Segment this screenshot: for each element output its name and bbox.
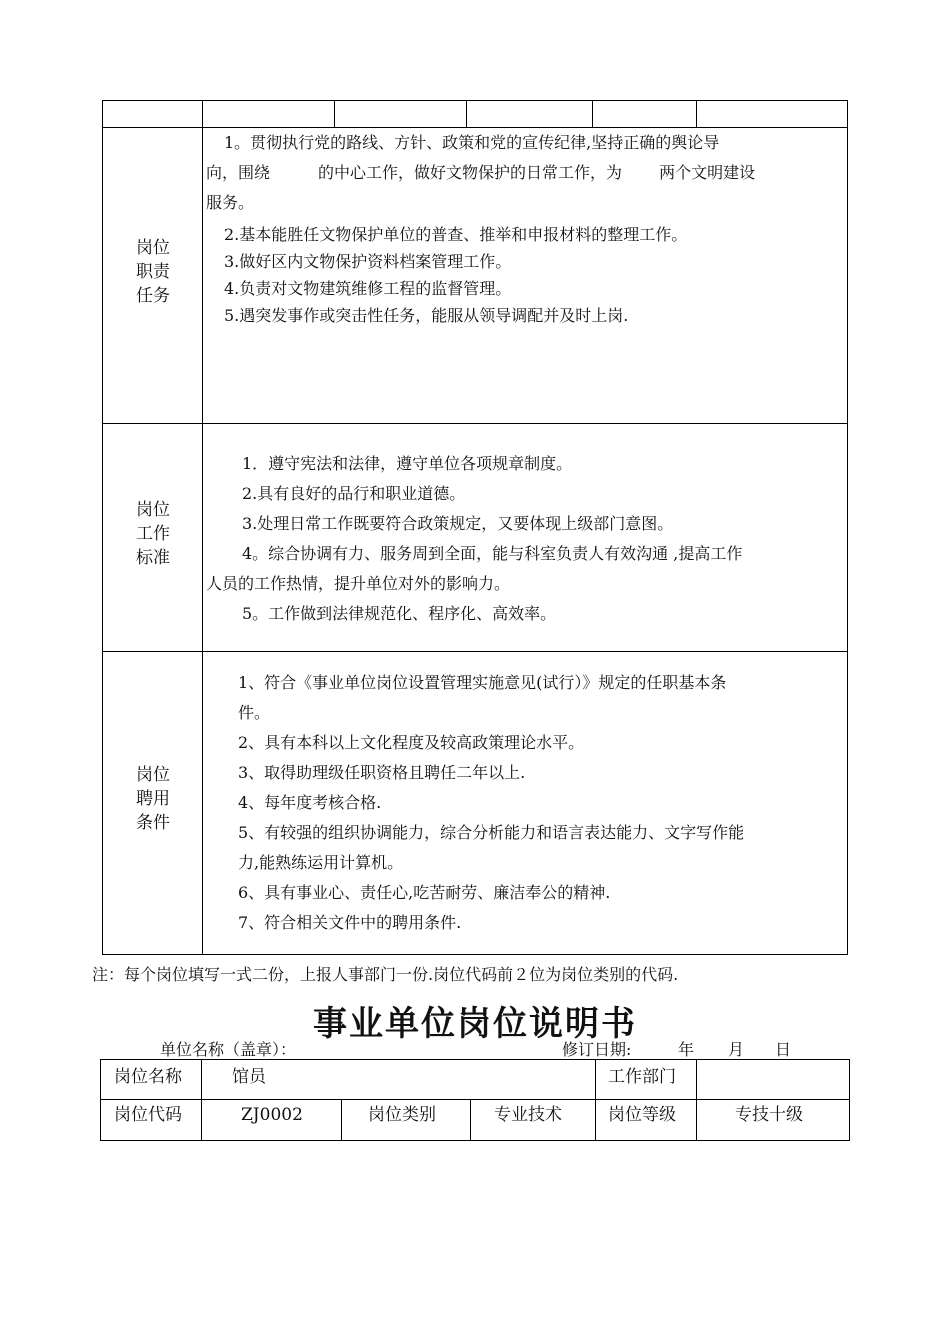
top-row-cell-6	[696, 100, 848, 128]
duty-item: 4.负责对文物建筑维修工程的监督管理。	[224, 279, 512, 298]
standard-text	[206, 449, 846, 629]
top-row-cell-2	[202, 100, 335, 128]
conditions-item: 6、具有事业心、责任心,吃苦耐劳、廉洁奉公的精神.	[238, 883, 611, 902]
conditions-label: 岗位 聘用 条件	[136, 765, 170, 833]
revise-date-label: 修订日期:	[562, 1040, 632, 1059]
standard-item: 1．遵守宪法和法律，遵守单位各项规章制度。	[242, 454, 573, 473]
standard-item: 2.具有良好的品行和职业道德。	[242, 484, 466, 503]
conditions-text	[238, 668, 848, 938]
category-value: 专业技术	[494, 1105, 562, 1125]
footnote: 注：每个岗位填写一式二份，上报人事部门一份.岗位代码前２位为岗位类别的代码.	[92, 965, 679, 984]
duty-item: 2.基本能胜任文物保护单位的普查、推举和申报材料的整理工作。	[224, 225, 688, 244]
post-code-label: 岗位代码	[114, 1105, 182, 1125]
duty-item: 1。贯彻执行党的路线、方针、政策和党的宣传纪律,坚持正确的舆论导	[224, 133, 720, 152]
category-label: 岗位类别	[368, 1105, 436, 1125]
unit-name-label: 单位名称（盖章）：	[160, 1040, 297, 1059]
conditions-item: 5、有较强的组织协调能力，综合分析能力和语言表达能力、文字写作能	[238, 823, 745, 842]
conditions-item: 力,能熟练运用计算机。	[238, 853, 404, 872]
top-row-cell-1	[102, 100, 203, 128]
post-name-value: 馆员	[232, 1067, 266, 1087]
standard-item: 4。综合协调有力、服务周到全面，能与科室负责人有效沟通 ,提高工作	[242, 544, 743, 563]
standard-label: 岗位 工作 标准	[136, 500, 170, 568]
standard-item: 3.处理日常工作既要符合政策规定，又要体现上级部门意图。	[242, 514, 674, 533]
conditions-item: 2、具有本科以上文化程度及较高政策理论水平。	[238, 733, 585, 752]
level-value: 专技十级	[735, 1105, 803, 1125]
conditions-item: 1、符合《事业单位岗位设置管理实施意见(试行）》规定的任职基本条	[238, 673, 727, 692]
revise-month: 月	[728, 1040, 745, 1059]
revise-year: 年	[678, 1040, 695, 1059]
post-code-value: ZJ0002	[241, 1105, 303, 1125]
conditions-item: 4、每年度考核合格.	[238, 793, 382, 812]
duty-item: 3.做好区内文物保护资料档案管理工作。	[224, 252, 512, 271]
revise-day: 日	[775, 1040, 792, 1059]
duty-text	[206, 128, 846, 329]
dept-value-cell	[696, 1059, 850, 1100]
top-row-cell-3	[334, 100, 467, 128]
conditions-item: 3、取得助理级任职资格且聘任二年以上.	[238, 763, 526, 782]
duty-item: 向，围绕 的中心工作，做好文物保护的日常工作，为 两个文明建设	[206, 163, 756, 182]
top-row-cell-5	[592, 100, 697, 128]
page-title: 事业单位岗位说明书	[313, 1004, 637, 1044]
duty-item: 服务。	[206, 193, 255, 212]
dept-label: 工作部门	[608, 1067, 676, 1087]
conditions-item: 件。	[238, 703, 271, 722]
duty-label: 岗位 职责 任务	[136, 238, 170, 306]
top-row-cell-4	[466, 100, 593, 128]
level-label: 岗位等级	[608, 1105, 676, 1125]
duty-item: 5.遇突发事作或突击性任务，能服从领导调配并及时上岗.	[224, 306, 629, 325]
standard-item: 5。工作做到法律规范化、程序化、高效率。	[242, 604, 557, 623]
standard-item: 人员的工作热情，提升单位对外的影响力。	[206, 574, 511, 593]
conditions-item: 7、符合相关文件中的聘用条件.	[238, 913, 462, 932]
post-name-label: 岗位名称	[114, 1067, 182, 1087]
